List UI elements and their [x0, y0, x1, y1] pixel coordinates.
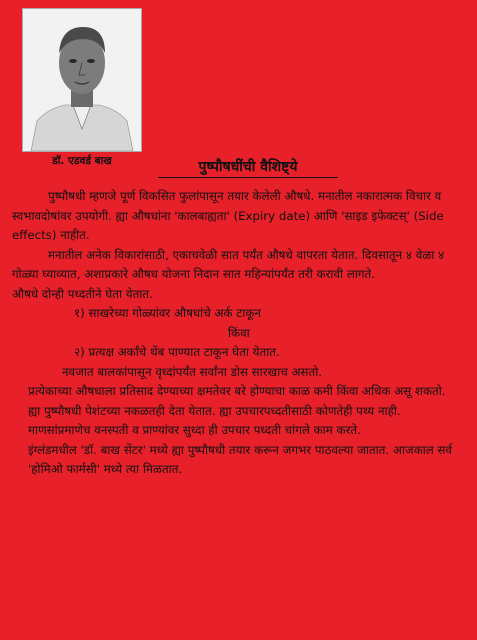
paragraph-intro: पुष्पौषधी म्हणजे पूर्ण विकसित फुलांपासून तयार केलेली औषधे. मनातील नकारात्मक विचार व स्वभावदोषांवर उपयोगी. ह्या औषधांना 'कालबाह्यता' (Expiry date) आणि 'साइड इफेक्टस्' (Side effects) नाहीत.	[12, 189, 444, 242]
article-body	[12, 187, 464, 480]
paragraph-availability: इंग्लंडमधील 'डॉ. बाख सेंटर' मध्ये ह्या पुष्पौषधी तयार करून जगभर पाठवल्या जातात. आजकाल सर्व 'होमिओ फार्मसी' मध्ये त्या मिळतात.	[28, 442, 453, 476]
paragraph-response: प्रत्येकाच्या औषधाला प्रतिसाद देण्याच्या क्षमतेवर बरे होण्याचा काळ कमी किंवा अधिक असू शकतो.	[28, 384, 446, 398]
method-two: २) प्रत्यक्ष अर्कांचे थेंब पाण्यात टाकून घेता येतात.	[74, 345, 280, 359]
paragraph-dosage: मनातील अनेक विकारांसाठी, एकाचवेळी सात पर्यंत औषधे वापरता येतात. दिवसातून ४ वेळा ४ गोळ्या घ्याव्यात, अशाप्रकारे औषध योजना निदान सात महिन्यांपर्यंत तरी करावी लागते.	[12, 247, 445, 281]
portrait-photo	[22, 8, 142, 152]
page-title: पुष्पौषधींची वैशिष्ट्ये	[158, 157, 338, 178]
portrait-caption: डॉ. एडवर्ड बाख	[52, 155, 112, 167]
paragraph-methods: औषधे दोन्ही पध्दतीने घेता येतात.	[12, 286, 153, 301]
paragraph-usage: ह्या पुष्पौषधी पेशंटच्या नकळतही देता येतात. ह्या उपचारपध्दतीसाठी कोणतेही पथ्य नाही. माणसांप्रमाणेच वनस्पती व प्राण्यांवर सुध्दा ही उपचार पध्दती चांगले काम करते.	[28, 403, 401, 437]
method-or: किंवा	[228, 325, 250, 340]
paragraph-dose-same: नवजात बालकांपासून वृध्दांपर्यंत सर्वांना डोस सारखाच असतो.	[62, 364, 323, 379]
portrait-image	[23, 9, 141, 151]
method-one: १) साखरेच्या गोळ्यांवर औषधांचे अर्क टाकून	[74, 306, 261, 320]
